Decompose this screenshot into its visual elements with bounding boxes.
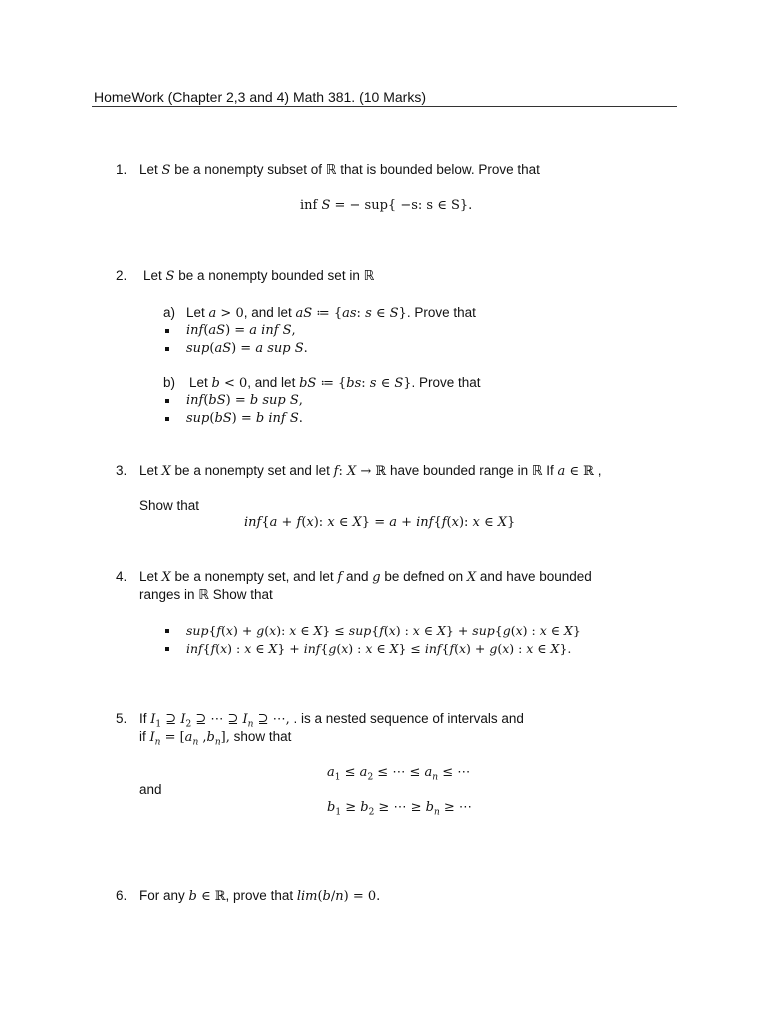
q4-number: 4. xyxy=(116,569,128,584)
title-underline xyxy=(92,106,677,107)
q5-statement-line2: if 𝐼$_𝑛$ = [𝑎$_𝑛$ ,𝑏$_𝑛$], show that xyxy=(139,729,292,748)
q1-number: 1. xyxy=(116,162,128,177)
q5-and: and xyxy=(139,782,162,797)
q2-number: 2. xyxy=(116,268,128,283)
q2b-label: b) xyxy=(163,375,176,390)
q4-bullet-2: 𝑖𝑛𝑓{𝑓(𝑥) : 𝑥 ∈ 𝑋} + 𝑖𝑛𝑓{𝑔(𝑥) : 𝑥 ∈ 𝑋} ≤ 𝑖𝑛𝑓{𝑓(𝑥) + 𝑔(𝑥) : 𝑥 ∈ 𝑋}. xyxy=(186,641,572,656)
q4-statement-line2: ranges in ℝ Show that xyxy=(139,587,273,602)
q5-number: 5. xyxy=(116,711,128,726)
q2a-bullet-2: 𝑠𝑢𝑝(𝑎𝑆) = 𝑎 𝑠𝑢𝑝 𝑆. xyxy=(186,341,308,356)
q2b-bullet-2: 𝑠𝑢𝑝(𝑏𝑆) = 𝑏 𝑖𝑛𝑓 𝑆. xyxy=(186,411,303,426)
q5-sequence-b: 𝑏$_1$ ≥ 𝑏$_2$ ≥ ⋯ ≥ 𝑏$_𝑛$ ≥ ⋯ xyxy=(327,800,472,818)
q5-statement-line1: If 𝐼$_1$ ⊇ 𝐼$_2$ ⊇ ⋯ ⊇ 𝐼$_𝑛$ ⊇ ⋯, . is a nested sequence of intervals and xyxy=(139,711,524,730)
bullet-icon xyxy=(165,629,169,633)
q2b-bullet-1: 𝑖𝑛𝑓(𝑏𝑆) = 𝑏 𝑠𝑢𝑝 𝑆, xyxy=(186,393,303,408)
q2a-statement: Let 𝑎 > 0, and let 𝑎𝑆 ≔ {𝑎𝑠: 𝑠 ∈ 𝑆}. Prove that xyxy=(186,305,476,321)
q1-formula: inf 𝑆 = − sup{ −s: s ∈ S}. xyxy=(300,198,473,213)
page-title: HomeWork (Chapter 2,3 and 4) Math 381. (10 Marks) xyxy=(94,89,426,105)
q3-formula: 𝑖𝑛𝑓{𝑎 + 𝑓(𝑥): 𝑥 ∈ 𝑋} = 𝑎 + 𝑖𝑛𝑓{𝑓(𝑥): 𝑥 ∈ 𝑋} xyxy=(244,515,516,530)
bullet-icon xyxy=(165,647,169,651)
q2-statement: Let S be a nonempty bounded set in ℝ xyxy=(143,268,375,284)
bullet-icon xyxy=(165,417,169,421)
q5-sequence-a: 𝑎$_1$ ≤ 𝑎$_2$ ≤ ⋯ ≤ 𝑎$_𝑛$ ≤ ⋯ xyxy=(327,765,471,783)
q6-number: 6. xyxy=(116,888,128,903)
q2a-label: a) xyxy=(163,305,176,320)
q4-bullet-1: 𝑠𝑢𝑝{𝑓(𝑥) + 𝑔(𝑥): 𝑥 ∈ 𝑋} ≤ 𝑠𝑢𝑝{𝑓(𝑥) : 𝑥 ∈ 𝑋} + 𝑠𝑢𝑝{𝑔(𝑥) : 𝑥 ∈ 𝑋} xyxy=(186,623,581,638)
q1-statement: Let S be a nonempty subset of ℝ that is bounded below. Prove that xyxy=(139,162,540,178)
q6-statement: For any 𝑏 ∈ ℝ, prove that 𝑙𝑖𝑚(𝑏/𝑛) = 0. xyxy=(139,888,381,904)
bullet-icon xyxy=(165,329,169,333)
q3-show-that: Show that xyxy=(139,498,200,513)
q2b-statement: Let 𝑏 < 0, and let 𝑏𝑆 ≔ {𝑏𝑠: 𝑠 ∈ 𝑆}. Prove that xyxy=(189,375,481,391)
q4-statement-line1: Let 𝑋 be a nonempty set, and let 𝑓 and 𝑔 be defned on 𝑋 and have bounded xyxy=(139,569,592,585)
bullet-icon xyxy=(165,399,169,403)
q3-number: 3. xyxy=(116,463,128,478)
bullet-icon xyxy=(165,347,169,351)
q2a-bullet-1: 𝑖𝑛𝑓(𝑎𝑆) = 𝑎 𝑖𝑛𝑓 𝑆, xyxy=(186,323,296,338)
q3-statement: Let 𝑋 be a nonempty set and let 𝑓: 𝑋 → ℝ have bounded range in ℝ If 𝑎 ∈ ℝ , xyxy=(139,463,602,479)
